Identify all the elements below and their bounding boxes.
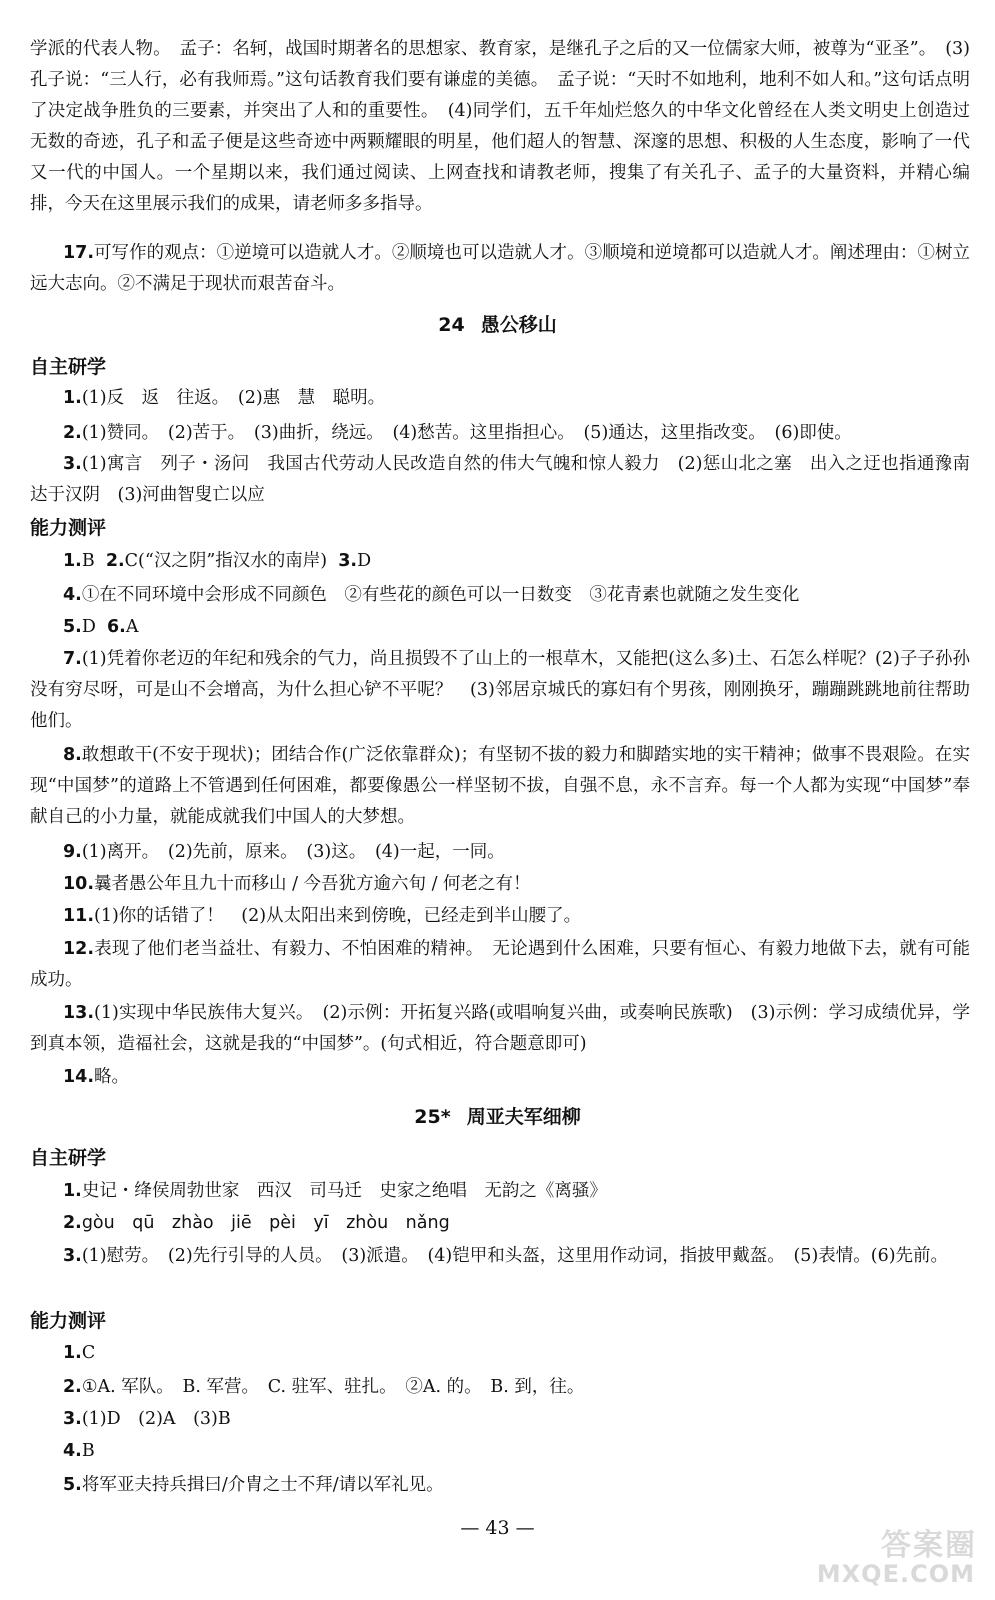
answer-q1-q3 <box>63 546 371 577</box>
lesson-name: 周亚夫军细柳 <box>466 1106 581 1128</box>
answer-text: 表现了他们老当益壮、有毅力、不怕困难的精神。 无论遇到什么困难，只要有恒心、有毅力地做下去，就有可能成功。 <box>30 939 970 990</box>
question-number: 4. <box>63 585 82 605</box>
answer-text: ①在不同环境中会形成不同颜色 ②有些花的颜色可以一日数变 ③花青素也就随之发生变化 <box>81 585 800 605</box>
answer-text: 可写作的观点：①逆境可以造就人才。②顺境也可以造就人才。③顺境和逆境都可以造就人才。阐述理由：①树立远大志向。②不满足于现状而艰苦奋斗。 <box>30 243 970 294</box>
question-number: 11. <box>63 906 95 926</box>
answer-q7 <box>30 644 970 737</box>
answer-s1-3 <box>30 449 988 511</box>
answer-text: 敢想敢干(不安于现状)；团结合作(广泛依靠群众)；有坚韧不拔的毅力和脚踏实地的实干精神；做事不畏艰险。在实现“中国梦”的道路上不管遇到任何困难，都要像愚公一样坚韧不拔，自强不息，永不言弃。每一个人都为实现“中国梦”奉献自己的小力量，就能成就我们中国人的大梦想。 <box>30 745 970 827</box>
question-number: 2. <box>63 1377 82 1397</box>
answer-l25-q2 <box>63 1208 450 1239</box>
answer-text: (1)你的话错了！ (2)从太阳出来到傍晚，已经走到半山腰了。 <box>94 906 582 926</box>
answer-l25-a5 <box>63 1470 444 1501</box>
answer-q8 <box>30 740 970 833</box>
section-heading-zizhu: 自主研学 <box>30 1147 107 1169</box>
answer-text: (1)赞同。 (2)苦于。 (3)曲折，绕远。 (4)愁苦。这里指担心。 (5)通达，这里指改变。 (6)即使。 <box>81 423 852 443</box>
answer-s1-1 <box>63 383 385 414</box>
answer-q12 <box>30 934 970 996</box>
lesson-number: 25* <box>414 1106 451 1128</box>
answer-q11 <box>63 901 581 932</box>
question-number: 14. <box>63 1067 95 1087</box>
question-number: 1. <box>63 1181 82 1201</box>
answer-text: gòu qū zhào jiē pèi yī zhòu nǎng <box>81 1213 450 1233</box>
answer-l25-a1 <box>63 1338 95 1369</box>
answer-text: 史记・绛侯周勃世家 西汉 司马迁 史家之绝唱 无韵之《离骚》 <box>81 1181 607 1201</box>
answer-text: B <box>81 1441 95 1461</box>
question-number: 10. <box>63 874 95 894</box>
watermark-url: MXQE.COM <box>816 1560 975 1588</box>
answer-text: C(“汉之阴”指汉水的南岸) <box>124 551 328 571</box>
question-number: 1. <box>63 1343 82 1363</box>
question-number: 7. <box>63 649 82 669</box>
answer-l25-a3 <box>63 1404 231 1435</box>
answer-text: (1)寓言 列子・汤问 我国古代劳动人民改造自然的伟大气魄和惊人毅力 (2)惩山北之塞 出入之迂也指通豫南 达于汉阴 (3)河曲智叟亡以应 <box>30 454 988 505</box>
answer-text: ①A. 军队。 B. 军营。 C. 驻军、驻扎。 ②A. 的。 B. 到，往。 <box>81 1377 585 1397</box>
answer-l25-q1 <box>63 1176 607 1207</box>
lesson-25-title <box>0 1102 995 1133</box>
page-number: — 43 — <box>460 1517 535 1539</box>
paragraph-q16-continued: 学派的代表人物。 孟子：名轲，战国时期著名的思想家、教育家，是继孔子之后的又一位儒家大师，被尊为“亚圣”。 (3)孔子说：“三人行，必有我师焉。”这句话教育我们要有谦虚的美德。 孟子说：“天时不如地利，地利不如人和。”这句话点明了决定战争胜负的三要素，并突出了人和的重要性。 (4)同学们，五千年灿烂悠久的中华文化曾经在人类文明史上创造过无数的奇迹，孔子和孟子便是这些奇迹中两颗耀眼的明星，他们超人的智慧、深邃的思想、积极的人生态度，影响了一代又一代的中国人。一个星期以来，我们通过阅读、上网查找和请教老师，搜集了有关孔子、孟子的大量资料，并精心编排，今天在这里展示我们的成果，请老师多多指导。 <box>30 39 970 214</box>
question-number: 2. <box>63 423 82 443</box>
question-number: 3. <box>338 551 358 571</box>
answer-l25-a4 <box>63 1436 95 1467</box>
answer-text: (1)慰劳。 (2)先行引导的人员。 (3)派遣。 (4)铠甲和头盔，这里用作动词，指披甲戴盔。 (5)表情。(6)先前。 <box>81 1246 949 1266</box>
lesson-24-title <box>0 310 995 341</box>
question-number: 5. <box>63 617 82 637</box>
question-number: 1. <box>63 388 82 408</box>
answer-text: (1)实现中华民族伟大复兴。 (2)示例：开拓复兴路(或唱响复兴曲，或奏响民族歌) (3)示例：学习成绩优异，学到真本领，造福社会，这就是我的“中国梦”。(句式相近，符合题意即可) <box>30 1003 970 1054</box>
answer-text: D <box>81 617 96 637</box>
question-number: 5. <box>63 1475 82 1495</box>
question-number: 13. <box>63 1003 95 1023</box>
lesson-number: 24 <box>438 314 465 336</box>
question-number: 1. <box>63 551 82 571</box>
watermark-logo <box>816 1520 977 1592</box>
question-number: 6. <box>107 617 126 637</box>
answer-s1-2 <box>63 418 852 449</box>
answer-text: A <box>125 617 139 637</box>
answer-text: 曩者愚公年且九十而移山 / 今吾犹方逾六旬 / 何老之有！ <box>94 874 531 894</box>
question-number: 17. <box>63 243 95 263</box>
section-heading-zizhu: 自主研学 <box>30 356 107 378</box>
question-number: 12. <box>63 939 95 959</box>
answer-text: B <box>81 551 95 571</box>
question-number: 9. <box>63 842 82 862</box>
answer-text: (1)凭着你老迈的年纪和残余的气力，尚且损毁不了山上的一根草木，又能把(这么多)土、石怎么样呢？(2)子子孙孙没有穷尽呀，可是山不会增高，为什么担心铲不平呢？ (3)邻居京城氏的寡妇有个男孩，刚刚换牙，蹦蹦跳跳地前往帮助他们。 <box>30 649 970 731</box>
lesson-name: 愚公移山 <box>480 314 557 336</box>
question-number: 2. <box>63 1213 82 1233</box>
watermark-text: 答案圈 <box>881 1528 977 1563</box>
answer-q17 <box>30 238 970 300</box>
answer-q4 <box>63 580 799 611</box>
answer-text: 略。 <box>94 1067 130 1087</box>
question-number: 2. <box>105 551 125 571</box>
section-heading-nengli: 能力测评 <box>30 517 107 539</box>
question-number: 3. <box>63 454 82 474</box>
answer-q10 <box>63 869 531 900</box>
answer-q9 <box>63 837 505 868</box>
answer-text: (1)反 返 往返。 (2)惠 慧 聪明。 <box>81 388 386 408</box>
answer-l25-a2 <box>63 1372 584 1403</box>
answer-text: C <box>81 1343 96 1363</box>
answer-q5-q6 <box>63 612 138 643</box>
question-number: 3. <box>63 1246 82 1266</box>
question-number: 8. <box>63 745 82 765</box>
question-number: 4. <box>63 1441 82 1461</box>
answer-l25-q3 <box>30 1241 970 1272</box>
answer-text: D <box>357 551 372 571</box>
answer-q14 <box>63 1062 129 1093</box>
question-number: 3. <box>63 1409 82 1429</box>
answer-q13 <box>30 998 970 1060</box>
answer-text: (1)D (2)A (3)B <box>81 1409 231 1429</box>
section-heading-nengli: 能力测评 <box>30 1310 107 1332</box>
answer-text: (1)离开。 (2)先前，原来。 (3)这。 (4)一起，一同。 <box>81 842 505 862</box>
answer-text: 将军亚夫持兵揖曰/介胄之士不拜/请以军礼见。 <box>81 1475 444 1495</box>
